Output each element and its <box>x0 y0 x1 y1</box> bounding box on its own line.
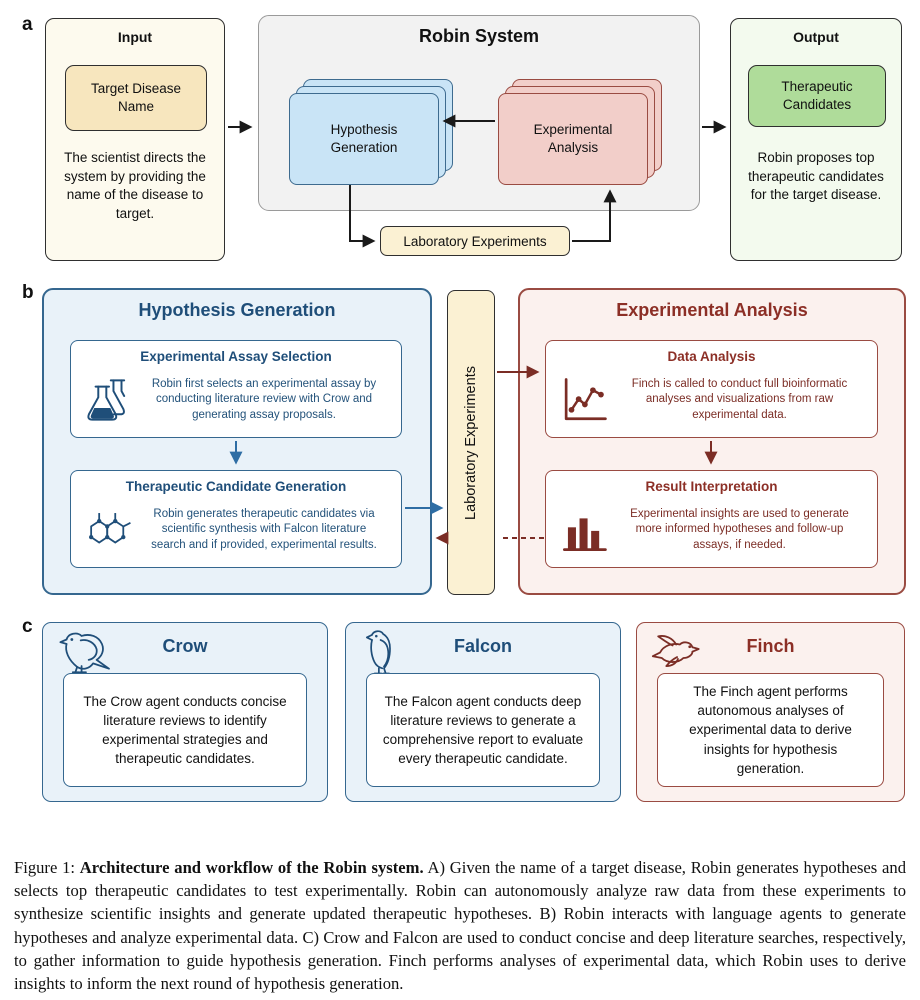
input-title: Input <box>117 29 153 45</box>
falcon-description: The Falcon agent conducts deep literature reviews to generate a comprehensive report to evaluate every therapeutic candidate. <box>366 673 600 787</box>
hypothesis-generation-card: Hypothesis Generation <box>289 93 439 185</box>
line-chart-icon <box>556 375 612 425</box>
crow-agent-box <box>42 622 328 802</box>
experimental-analysis-card: Experimental Analysis <box>498 93 648 185</box>
flask-icon <box>81 375 137 425</box>
input-description: The scientist directs the system by providing the name of the disease to target. <box>64 150 206 221</box>
robin-system-box <box>258 15 700 211</box>
finch-description: The Finch agent performs autonomous analyses of experimental data to derive insights for hypothesis generation. <box>657 673 884 787</box>
caption-bold: Architecture and workflow of the Robin system. <box>79 858 424 877</box>
panel-a-label: a <box>22 14 33 35</box>
assay-selection-text: Robin first selects an experimental assay by conducting literature review with Crow and generating assay proposals. <box>151 378 377 421</box>
result-interpretation-box <box>545 470 878 568</box>
output-panel <box>730 18 902 261</box>
crow-title: Crow <box>162 636 208 656</box>
candidate-generation-row <box>81 501 391 559</box>
molecule-icon <box>81 505 137 555</box>
candidate-generation-text: Robin generates therapeutic candidates via scientific synthesis with Falcon literature search and if provided, experimental results. <box>151 508 377 551</box>
experimental-analysis-card-stack <box>498 79 662 185</box>
robin-system-title: Robin System <box>418 26 540 46</box>
finch-agent-box <box>636 622 905 802</box>
result-interpretation-row <box>556 501 867 559</box>
panel-b-label: b <box>22 282 34 303</box>
result-interpretation-title: Result Interpretation <box>645 479 778 494</box>
laboratory-experiments-vertical-box <box>447 290 495 595</box>
panel-c-label: c <box>22 616 33 637</box>
crow-description: The Crow agent conducts concise literature reviews to identify experimental strategies and therapeutic candidates. <box>63 673 307 787</box>
target-disease-box: Target Disease Name <box>65 65 207 131</box>
assay-selection-title: Experimental Assay Selection <box>140 349 332 364</box>
falcon-title: Falcon <box>453 636 512 656</box>
therapeutic-candidate-generation-box <box>70 470 402 568</box>
finch-title: Finch <box>746 636 795 656</box>
laboratory-experiments-box: Laboratory Experiments <box>380 226 570 256</box>
experimental-assay-selection-box <box>70 340 402 438</box>
laboratory-experiments-vertical-label: Laboratory Experiments <box>463 365 479 520</box>
data-analysis-box <box>545 340 878 438</box>
hypothesis-generation-title: Hypothesis Generation <box>138 300 336 320</box>
bar-chart-icon <box>556 505 612 555</box>
figure-caption <box>14 856 906 995</box>
therapeutic-candidates-box: Therapeutic Candidates <box>748 65 886 127</box>
output-description: Robin proposes top therapeutic candidates for the target disease. <box>748 150 884 203</box>
input-panel <box>45 18 225 261</box>
data-analysis-row <box>556 371 867 429</box>
data-analysis-title: Data Analysis <box>667 349 756 364</box>
falcon-agent-box <box>345 622 621 802</box>
experimental-analysis-title: Experimental Analysis <box>616 300 808 320</box>
caption-body: A) Given the name of a target disease, Robin generates hypotheses and selects top therapeutic candidates to test experimentally. Robin can autonomously analyze raw data from these experiments to synthesize scientific insights and generate updated therapeutic hypotheses. B) Robin interacts with language agents to generate hypotheses and analyze experimental data. C) Crow and Falcon are used to conduct concise and deep literature searches, respectively, to gather information to guide hypothesis generation. Finch performs analyses of experimental data, which Robin uses to derive insights to inform the next round of hypothesis generation. <box>14 858 906 994</box>
caption-prefix: Figure 1: <box>14 858 80 877</box>
output-title: Output <box>793 29 839 45</box>
data-analysis-text: Finch is called to conduct full bioinformatic analyses and visualizations from raw experimental data. <box>631 378 848 421</box>
assay-selection-row <box>81 371 391 429</box>
hypothesis-generation-card-stack <box>289 79 453 185</box>
candidate-generation-title: Therapeutic Candidate Generation <box>125 479 347 494</box>
result-interpretation-text: Experimental insights are used to generate more informed hypotheses and follow-up assays, if needed. <box>630 508 849 551</box>
